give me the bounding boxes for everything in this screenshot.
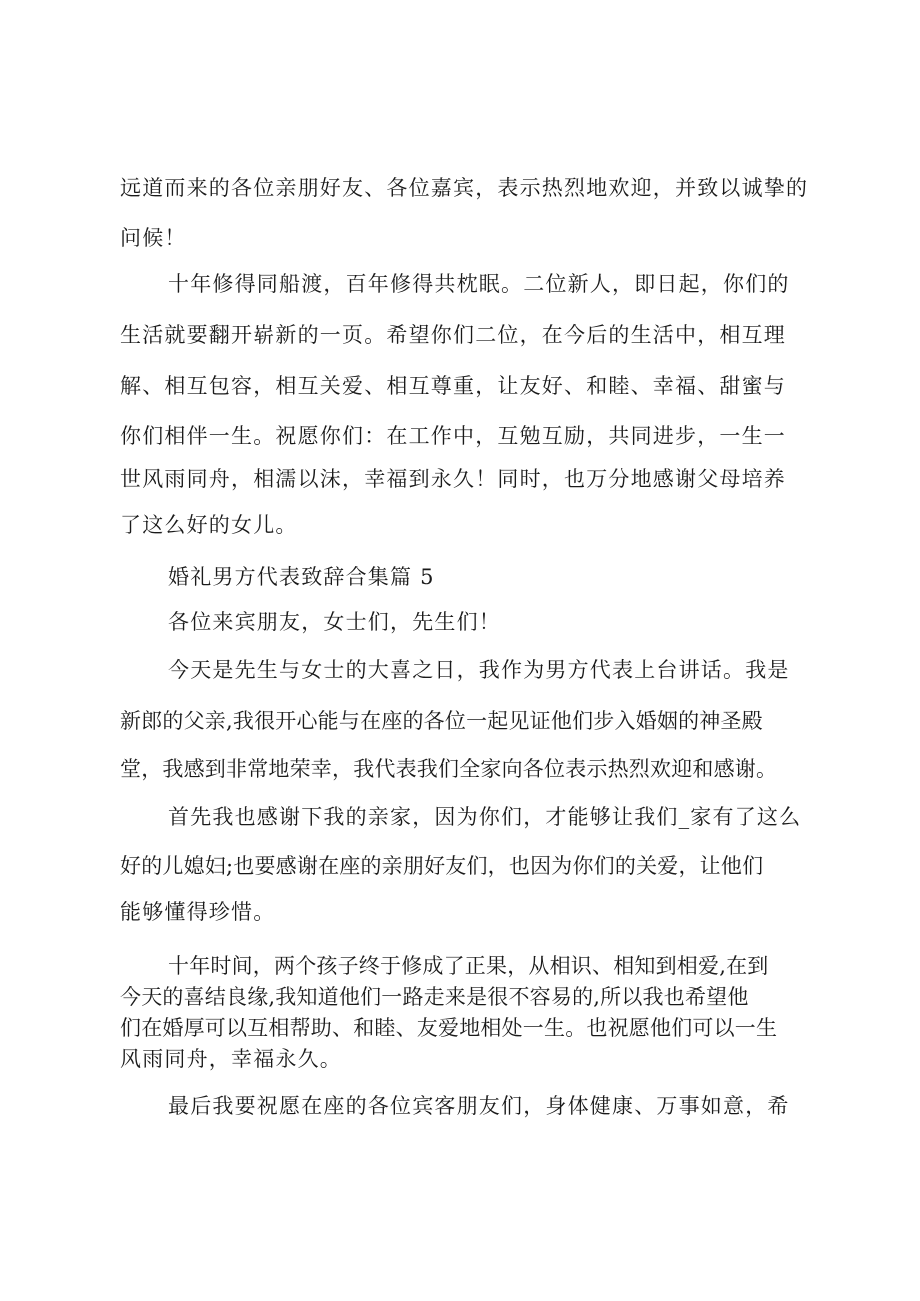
text-line: 世风雨同舟，相濡以沫，幸福到永久！同时，也万分地感谢父母培养 bbox=[120, 467, 786, 491]
text-line: 问候！ bbox=[120, 226, 187, 250]
text-line: 最后我要祝愿在座的各位宾客朋友们，身体健康、万事如意，希 bbox=[168, 1094, 790, 1118]
text-line: 堂，我感到非常地荣幸，我代表我们全家向各位表示热烈欢迎和感谢。 bbox=[120, 757, 778, 781]
text-line: 好的儿媳妇;也要感谢在座的亲朋好友们，也因为你们的关爱，让他们 bbox=[120, 854, 764, 878]
text-line: 首先我也感谢下我的亲家，因为你们，才能够让我们_家有了这么 bbox=[168, 805, 802, 829]
section-heading: 婚礼男方代表致辞合集篇 5 bbox=[168, 565, 435, 589]
text-line: 新郎的父亲,我很开心能与在座的各位一起见证他们步入婚姻的神圣殿 bbox=[120, 709, 763, 733]
text-line: 们在婚厚可以互相帮助、和睦、友爱地相处一生。也祝愿他们可以一生 bbox=[120, 1016, 778, 1040]
text-line: 生活就要翻开崭新的一页。希望你们二位，在今后的生活中，相互理 bbox=[120, 323, 786, 347]
text-line: 了这么好的女儿。 bbox=[120, 513, 298, 537]
text-line: 十年时间，两个孩子终于修成了正果，从相识、相知到相爱,在到 bbox=[168, 954, 769, 978]
text-line: 你们相伴一生。祝愿你们：在工作中，互勉互励，共同进步，一生一 bbox=[120, 424, 786, 448]
text-line: 解、相互包容，相互关爱、相互尊重，让友好、和睦、幸福、甜蜜与 bbox=[120, 374, 786, 398]
text-line: 十年修得同船渡，百年修得共枕眠。二位新人，即日起，你们的 bbox=[168, 272, 790, 296]
text-line: 风雨同舟，幸福永久。 bbox=[120, 1047, 342, 1071]
text-line: 今天的喜结良缘,我知道他们一路走来是很不容易的,所以我也希望他 bbox=[120, 985, 749, 1009]
text-line: 各位来宾朋友，女士们，先生们！ bbox=[168, 610, 501, 634]
text-line: 远道而来的各位亲朋好友、各位嘉宾，表示热烈地欢迎，并致以诚挚的 bbox=[120, 176, 809, 200]
text-line: 能够懂得珍惜。 bbox=[120, 900, 276, 924]
text-line: 今天是先生与女士的大喜之日，我作为男方代表上台讲话。我是 bbox=[168, 658, 790, 682]
